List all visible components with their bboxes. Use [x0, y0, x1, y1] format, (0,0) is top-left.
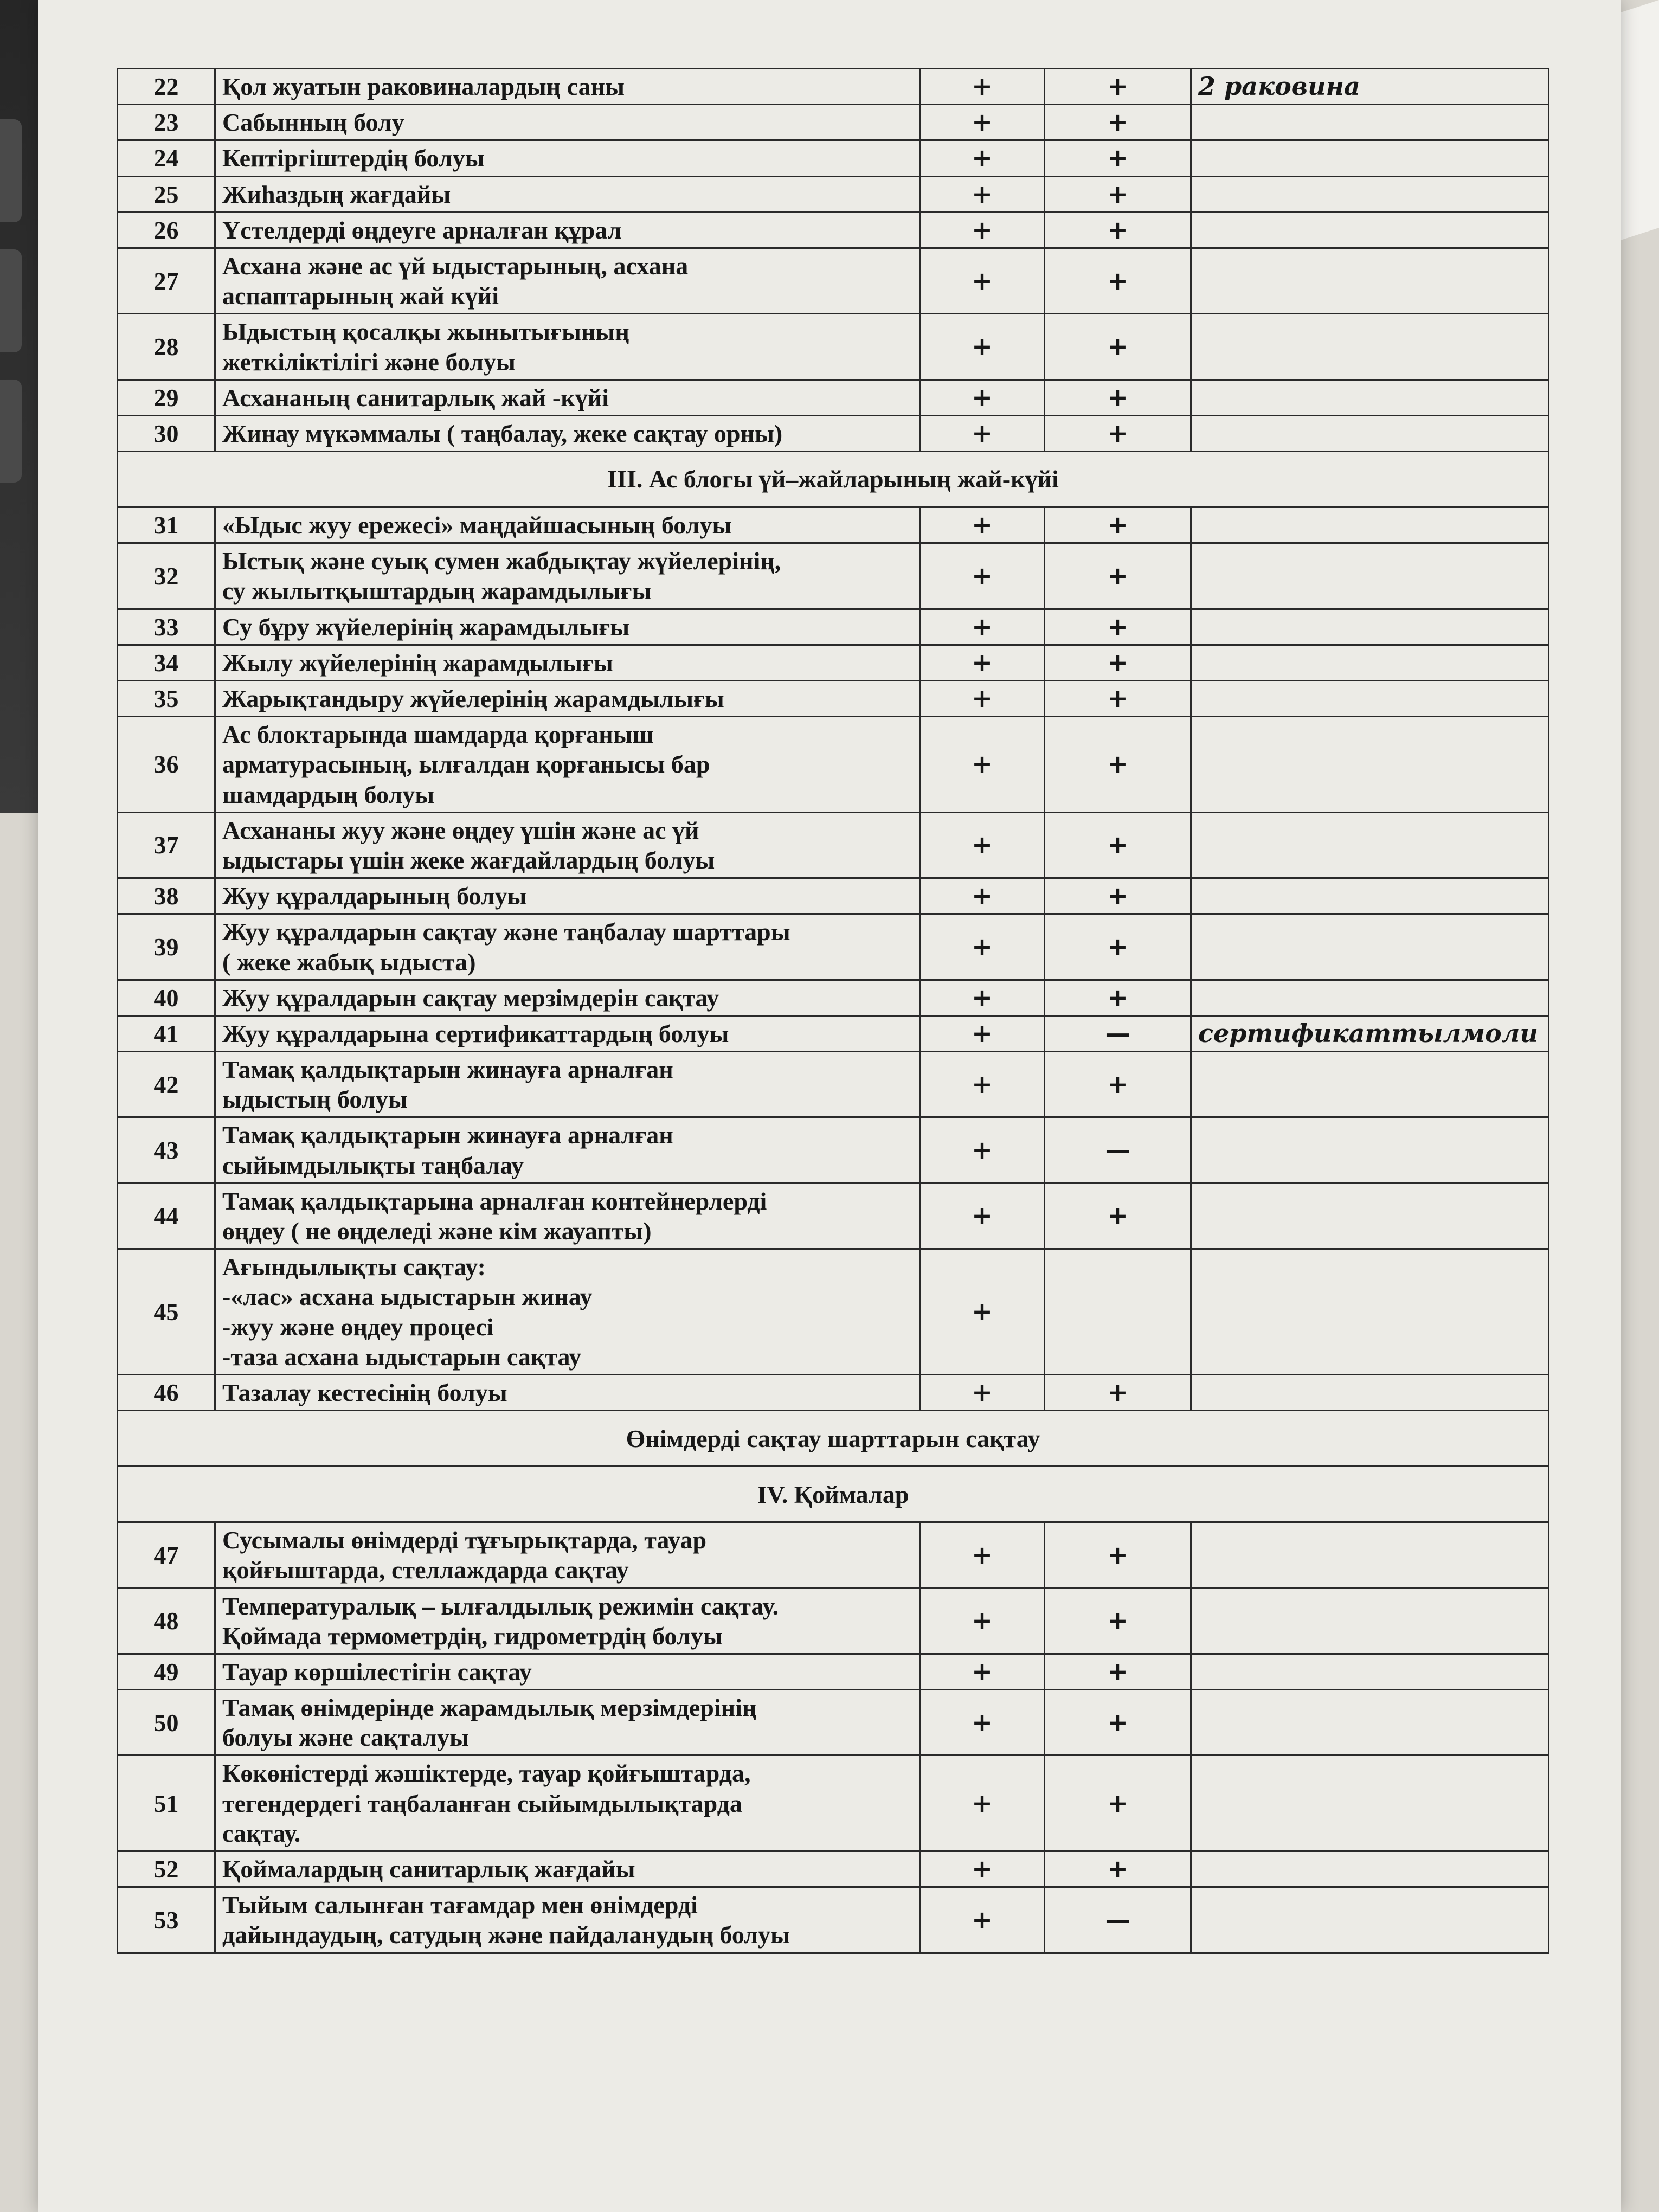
row-mark-1: + — [920, 1183, 1045, 1249]
row-mark-1: + — [920, 415, 1045, 451]
row-note — [1191, 105, 1549, 140]
table-row — [118, 1374, 1549, 1410]
row-number: 53 — [118, 1887, 215, 1953]
table-row — [118, 1183, 1549, 1249]
keyboard-key — [0, 249, 22, 352]
row-number: 26 — [118, 212, 215, 248]
row-criterion: Тауар көршілестігін сақтау — [215, 1654, 920, 1689]
row-note — [1191, 1756, 1549, 1851]
row-mark-2: + — [1045, 1588, 1191, 1654]
row-number: 35 — [118, 681, 215, 717]
table-row — [118, 1690, 1549, 1756]
row-mark-1: + — [920, 69, 1045, 105]
section-title: IV. Қоймалар — [118, 1467, 1549, 1522]
row-number: 45 — [118, 1249, 215, 1375]
row-note — [1191, 380, 1549, 415]
row-note — [1191, 1374, 1549, 1410]
table-row — [118, 645, 1549, 680]
row-number: 24 — [118, 140, 215, 176]
row-mark-1: + — [920, 507, 1045, 543]
row-mark-1: + — [920, 609, 1045, 645]
row-note: сертификаттылмоли — [1191, 1015, 1549, 1051]
row-criterion: Ас блоктарында шамдарда қорғаныш арматурасының, ылғалдан қорғанысы бар шамдардың болуы — [215, 717, 920, 813]
row-criterion: Көкөністерді жәшіктерде, тауар қойғыштарда, тегендердегі таңбаланған сыйымдылықтарда сақтау. — [215, 1756, 920, 1851]
row-mark-2: + — [1045, 1183, 1191, 1249]
row-note — [1191, 543, 1549, 609]
row-number: 40 — [118, 980, 215, 1015]
table-row — [118, 1249, 1549, 1375]
row-mark-1: + — [920, 1117, 1045, 1183]
table-row — [118, 609, 1549, 645]
row-mark-2: + — [1045, 645, 1191, 680]
row-criterion: Ағындылықты сақтау: -«лас» асхана ыдыстарын жинау -жуу және өңдеу процесі -таза асхана ыдыстарын сақтау — [215, 1249, 920, 1375]
row-criterion: Тазалау кестесінің болуы — [215, 1374, 920, 1410]
row-note: 2 раковина — [1191, 69, 1549, 105]
table-row — [118, 1887, 1549, 1953]
row-mark-1: + — [920, 105, 1045, 140]
row-number: 34 — [118, 645, 215, 680]
row-number: 23 — [118, 105, 215, 140]
row-note — [1191, 878, 1549, 914]
row-mark-2: + — [1045, 1756, 1191, 1851]
row-note — [1191, 914, 1549, 980]
row-mark-1: + — [920, 176, 1045, 212]
row-mark-1: + — [920, 248, 1045, 313]
row-note — [1191, 1249, 1549, 1375]
row-number: 25 — [118, 176, 215, 212]
row-number: 22 — [118, 69, 215, 105]
table-row — [118, 1588, 1549, 1654]
row-note — [1191, 812, 1549, 878]
row-number: 42 — [118, 1052, 215, 1117]
row-mark-2: + — [1045, 314, 1191, 380]
row-number: 47 — [118, 1522, 215, 1588]
row-mark-2: + — [1045, 248, 1191, 313]
row-note — [1191, 1052, 1549, 1117]
row-note — [1191, 140, 1549, 176]
row-mark-2: + — [1045, 812, 1191, 878]
row-mark-1: + — [920, 543, 1045, 609]
row-note — [1191, 1887, 1549, 1953]
row-mark-2: + — [1045, 415, 1191, 451]
table-row — [118, 878, 1549, 914]
section-products-header — [118, 1411, 1549, 1522]
row-note — [1191, 1690, 1549, 1756]
table-row — [118, 140, 1549, 176]
row-mark-2: + — [1045, 176, 1191, 212]
table-row — [118, 980, 1549, 1015]
table-row — [118, 212, 1549, 248]
row-mark-2: + — [1045, 105, 1191, 140]
row-criterion: Асхана және ас үй ыдыстарының, асхана аспаптарының жай күйі — [215, 248, 920, 313]
row-criterion: Жуу құралдарына сертификаттардың болуы — [215, 1015, 920, 1051]
row-number: 48 — [118, 1588, 215, 1654]
row-criterion: Жуу құралдарының болуы — [215, 878, 920, 914]
row-criterion: Тамақ қалдықтарын жинауға арналған ыдыстың болуы — [215, 1052, 920, 1117]
row-criterion: Жылу жүйелерінің жарамдылығы — [215, 645, 920, 680]
row-note — [1191, 1588, 1549, 1654]
row-mark-1: + — [920, 1249, 1045, 1375]
row-mark-2: + — [1045, 980, 1191, 1015]
row-number: 36 — [118, 717, 215, 813]
row-criterion: Су бұру жүйелерінің жарамдылығы — [215, 609, 920, 645]
row-criterion: Тыйым салынған тағамдар мен өнімдерді дайындаудың, сатудың және пайдаланудың болуы — [215, 1887, 920, 1953]
row-note — [1191, 314, 1549, 380]
table-row — [118, 248, 1549, 313]
row-criterion: Жуу құралдарын сақтау мерзімдерін сақтау — [215, 980, 920, 1015]
row-number: 51 — [118, 1756, 215, 1851]
table-row — [118, 681, 1549, 717]
row-note — [1191, 645, 1549, 680]
row-note — [1191, 176, 1549, 212]
row-number: 30 — [118, 415, 215, 451]
table-row — [118, 1052, 1549, 1117]
section-3-header — [118, 452, 1549, 507]
row-criterion: Кептіргіштердің болуы — [215, 140, 920, 176]
row-number: 49 — [118, 1654, 215, 1689]
row-number: 50 — [118, 1690, 215, 1756]
table-row — [118, 1654, 1549, 1689]
row-criterion: Температуралық – ылғалдылық режимін сақтау. Қоймада термометрдің, гидрометрдің болуы — [215, 1588, 920, 1654]
table-row — [118, 176, 1549, 212]
row-mark-1: + — [920, 1015, 1045, 1051]
row-mark-2: + — [1045, 1690, 1191, 1756]
row-criterion: Жинау мүкәммалы ( таңбалау, жеке сақтау орны) — [215, 415, 920, 451]
row-mark-1: + — [920, 380, 1045, 415]
table-row — [118, 507, 1549, 543]
row-mark-2: — — [1045, 1015, 1191, 1051]
keyboard-key — [0, 119, 22, 222]
table-row — [118, 1756, 1549, 1851]
row-mark-2: + — [1045, 380, 1191, 415]
row-mark-2: + — [1045, 717, 1191, 813]
row-mark-2: + — [1045, 1374, 1191, 1410]
row-mark-1: + — [920, 212, 1045, 248]
row-mark-2: + — [1045, 212, 1191, 248]
row-note — [1191, 1851, 1549, 1887]
row-mark-1: + — [920, 1756, 1045, 1851]
row-mark-1: + — [920, 140, 1045, 176]
row-mark-1: + — [920, 980, 1045, 1015]
row-criterion: Сусымалы өнімдерді тұғырықтарда, тауар қойғыштарда, стеллаждарда сақтау — [215, 1522, 920, 1588]
row-mark-1: + — [920, 812, 1045, 878]
row-mark-2: — — [1045, 1887, 1191, 1953]
row-number: 27 — [118, 248, 215, 313]
row-criterion: Тамақ қалдықтарын жинауға арналған сыйымдылықты таңбалау — [215, 1117, 920, 1183]
row-mark-2: + — [1045, 681, 1191, 717]
row-mark-2: + — [1045, 1052, 1191, 1117]
row-number: 44 — [118, 1183, 215, 1249]
row-mark-2: + — [1045, 140, 1191, 176]
checklist-part-3 — [118, 1522, 1549, 1953]
row-number: 52 — [118, 1851, 215, 1887]
row-mark-1: + — [920, 1690, 1045, 1756]
row-number: 41 — [118, 1015, 215, 1051]
row-note — [1191, 609, 1549, 645]
keyboard-key — [0, 380, 22, 483]
row-number: 39 — [118, 914, 215, 980]
row-criterion: Жуу құралдарын сақтау және таңбалау шарттары ( жеке жабық ыдыста) — [215, 914, 920, 980]
row-number: 32 — [118, 543, 215, 609]
checklist-table — [117, 68, 1549, 1954]
checklist-part-2 — [118, 507, 1549, 1411]
document-sheet — [38, 0, 1621, 2212]
row-criterion: Сабынның болу — [215, 105, 920, 140]
row-mark-2: + — [1045, 1851, 1191, 1887]
row-mark-1: + — [920, 681, 1045, 717]
row-mark-1: + — [920, 1887, 1045, 1953]
row-mark-1: + — [920, 314, 1045, 380]
table-row — [118, 415, 1549, 451]
table-row — [118, 543, 1549, 609]
row-mark-1: + — [920, 1851, 1045, 1887]
row-criterion: Қоймалардың санитарлық жағдайы — [215, 1851, 920, 1887]
row-note — [1191, 1183, 1549, 1249]
row-mark-2: + — [1045, 1654, 1191, 1689]
row-criterion: Асхананың санитарлық жай -күйі — [215, 380, 920, 415]
table-row — [118, 105, 1549, 140]
row-mark-2 — [1045, 1249, 1191, 1375]
row-mark-1: + — [920, 1374, 1045, 1410]
row-note — [1191, 1117, 1549, 1183]
row-mark-2: + — [1045, 507, 1191, 543]
row-note — [1191, 1522, 1549, 1588]
row-mark-1: + — [920, 878, 1045, 914]
row-mark-1: + — [920, 717, 1045, 813]
section-title: Өнімдерді сақтау шарттарын сақтау — [118, 1411, 1549, 1467]
row-criterion: Жарықтандыру жүйелерінің жарамдылығы — [215, 681, 920, 717]
table-row — [118, 69, 1549, 105]
row-mark-1: + — [920, 1522, 1045, 1588]
row-criterion: Тамақ қалдықтарына арналған контейнерлерді өңдеу ( не өңделеді және кім жауапты) — [215, 1183, 920, 1249]
row-criterion: Тамақ өнімдерінде жарамдылық мерзімдерінің болуы және сақталуы — [215, 1690, 920, 1756]
row-mark-1: + — [920, 1052, 1045, 1117]
section-title: III. Ас блогы үй–жайларының жай-күйі — [118, 452, 1549, 507]
table-row — [118, 1117, 1549, 1183]
row-note — [1191, 248, 1549, 313]
row-criterion: «Ыдыс жуу ережесі» маңдайшасының болуы — [215, 507, 920, 543]
row-number: 46 — [118, 1374, 215, 1410]
row-number: 43 — [118, 1117, 215, 1183]
row-number: 28 — [118, 314, 215, 380]
row-criterion: Үстелдерді өңдеуге арналған құрал — [215, 212, 920, 248]
row-note — [1191, 415, 1549, 451]
row-note — [1191, 212, 1549, 248]
row-number: 38 — [118, 878, 215, 914]
table-row — [118, 1015, 1549, 1051]
row-note — [1191, 717, 1549, 813]
row-mark-2: + — [1045, 878, 1191, 914]
row-mark-2: + — [1045, 543, 1191, 609]
row-criterion: Ыстық және суық сумен жабдықтау жүйелерінің, су жылытқыштардың жарамдылығы — [215, 543, 920, 609]
row-mark-1: + — [920, 914, 1045, 980]
row-criterion: Асхананы жуу және өңдеу үшін және ас үй ыдыстары үшін жеке жағдайлардың болуы — [215, 812, 920, 878]
table-row — [118, 1851, 1549, 1887]
row-mark-1: + — [920, 645, 1045, 680]
table-row — [118, 1522, 1549, 1588]
row-mark-2: + — [1045, 609, 1191, 645]
row-mark-2: + — [1045, 1522, 1191, 1588]
row-mark-1: + — [920, 1588, 1045, 1654]
row-mark-2: — — [1045, 1117, 1191, 1183]
table-row — [118, 812, 1549, 878]
row-note — [1191, 681, 1549, 717]
row-criterion: Қол жуатын раковиналардың саны — [215, 69, 920, 105]
row-mark-2: + — [1045, 69, 1191, 105]
row-number: 31 — [118, 507, 215, 543]
table-row — [118, 914, 1549, 980]
row-number: 37 — [118, 812, 215, 878]
row-note — [1191, 507, 1549, 543]
row-note — [1191, 980, 1549, 1015]
table-row — [118, 717, 1549, 813]
row-mark-2: + — [1045, 914, 1191, 980]
row-criterion: Жиһаздың жағдайы — [215, 176, 920, 212]
table-row — [118, 380, 1549, 415]
row-criterion: Ыдыстың қосалқы жынытығының жеткіліктілігі және болуы — [215, 314, 920, 380]
row-mark-1: + — [920, 1654, 1045, 1689]
row-number: 29 — [118, 380, 215, 415]
table-row — [118, 314, 1549, 380]
checklist-part-1 — [118, 69, 1549, 452]
row-number: 33 — [118, 609, 215, 645]
row-note — [1191, 1654, 1549, 1689]
